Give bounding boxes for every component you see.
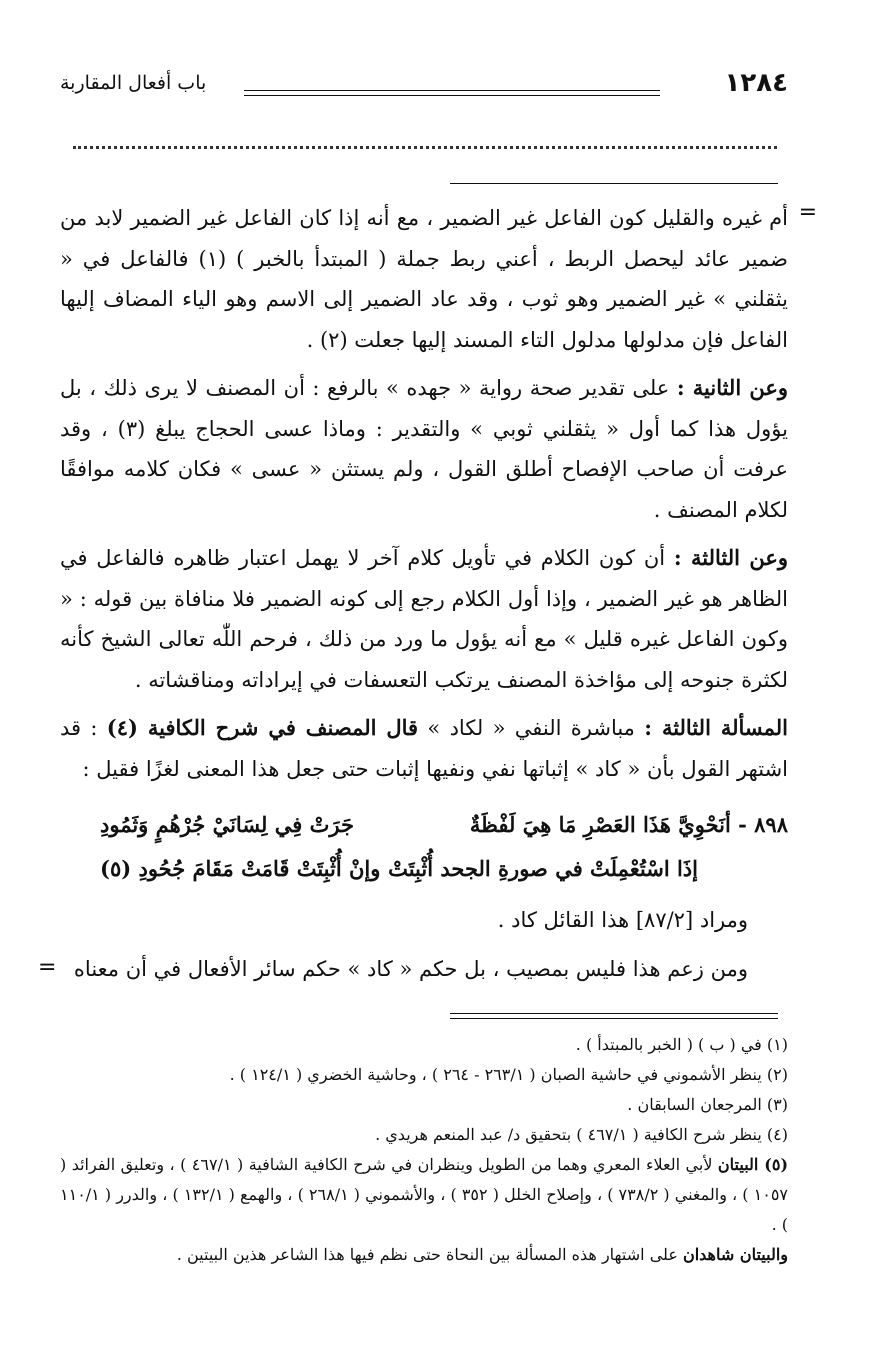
verse-hemistich-2: جَرَتْ فِي لِسَانَيْ جُرْهُمٍ وَثَمُودِ bbox=[100, 812, 354, 837]
footnote-1: (١) في ( ب ) ( الخبر بالمبتدأ ) . bbox=[575, 1035, 788, 1054]
paragraph-5: ومراد [٨٧/٢] هذا القائل كاد . bbox=[497, 908, 748, 932]
footnote-4: (٤) ينظر شرح الكافية ( ٤٦٧/١ ) بتحقيق د/ عبد المنعم هريدي . bbox=[375, 1125, 788, 1144]
paragraph-4-mid: مباشرة النفي « لكاد » bbox=[418, 716, 645, 740]
paragraph-4-bold: قال المصنف في شرح الكافية (٤) bbox=[106, 715, 419, 740]
header-rule bbox=[244, 90, 660, 96]
paragraph-4-text: : قد اشتهر القول بأن « كاد » إثباتها نفي ونفيها إثبات حتى جعل هذا المعنى لغزًا فقيل : bbox=[60, 716, 788, 781]
footnote-6-lead: والبيتان شاهدان bbox=[682, 1245, 788, 1264]
paragraph-2-lead: وعن الثانية : bbox=[676, 375, 788, 400]
verse-number: ٨٩٨ - bbox=[738, 812, 788, 837]
paragraph-3-text: أن كون الكلام في تأويل كلام آخر لا يهمل اعتبار ظاهره فالفاعل في الظاهر هو غير الضمير ، وإذا أول الكلام رجع إلى كونه الضمير فلا منافاة بين قوله : « وكون الفاعل غيره قليل » مع أنه يؤول ما ورد من ذلك ، فرحم اللّٰه تعالى الشيخ كأنه لكثرة جنوحه إلى مؤاخذة المصنف يرتكب التعسفات في إيراداته ومناقشاته . bbox=[60, 546, 788, 692]
paragraph-4 bbox=[60, 708, 788, 789]
continuation-mark-start: = bbox=[798, 200, 817, 225]
paragraph-4-lead: المسألة الثالثة : bbox=[644, 715, 789, 740]
paragraph-1: أم غيره والقليل كون الفاعل غير الضمير ، مع أنه إذا كان الفاعل غير الضمير لابد من ضمير عائد ليحصل الربط ، أعني ربط جملة ( المبتدأ بالخبر ) (١) فالفاعل في « يثقلني » غير الضمير وهو ثوب ، وقد عاد الضمير إلى الاسم وهو الياء المضاف إليها الفاعل فإن مدلولها مدلول التاء المسند إليها جعلت (٢) . bbox=[60, 206, 788, 352]
verse-hemistich-1 bbox=[470, 812, 788, 837]
footnote-rule bbox=[450, 1013, 778, 1019]
verse-hemistich-4: وإنْ أُثْبِتَتْ قَامَتْ مَقَامَ جُحُودِ (٥) bbox=[100, 856, 381, 881]
paragraph-6: ومن زعم هذا فليس بمصيب ، بل حكم « كاد » حكم سائر الأفعال في أن معناه bbox=[73, 956, 748, 981]
footnote-5-lead: (٥) البيتان bbox=[717, 1155, 789, 1174]
page-number: ١٢٨٤ bbox=[724, 68, 788, 98]
paragraph-3 bbox=[60, 538, 788, 700]
chapter-title: باب أفعال المقاربة bbox=[60, 72, 207, 94]
footnote-6-text: على اشتهار هذه المسألة بين النحاة حتى نظم فيها هذا الشاعر هذين البيتين . bbox=[176, 1245, 683, 1264]
footnote-6 bbox=[60, 1240, 788, 1270]
footnote-3: (٣) المرجعان السابقان . bbox=[627, 1095, 788, 1114]
verse-hemistich-3: إذَا اسْتُعْمِلَتْ في صورةِ الجحد أُثْبِتَتْ bbox=[388, 856, 698, 881]
continuation-mark-end: = bbox=[38, 955, 57, 980]
main-text bbox=[60, 198, 788, 789]
page-header bbox=[60, 68, 788, 108]
paragraph-2-text: على تقدير صحة رواية « جهده » بالرفع : أن المصنف لا يرى ذلك ، بل يؤول هذا كما أول « يثقلني ثوبي » والتقدير : وماذا عسى الحجاج يبلغ (٣) ، وقد عرفت أن صاحب الإفصاح أطلق القول ، ولم يستثن « عسى » فكان كلامه موافقًا لكلام المصنف . bbox=[60, 376, 788, 522]
paragraph-2 bbox=[60, 368, 788, 530]
main-text-2 bbox=[60, 900, 788, 989]
paragraph-3-lead: وعن الثالثة : bbox=[673, 545, 788, 570]
verse-line-1-first: أنَحْوِيَّ هَذَا العَصْرِ مَا هِيَ لَفْظَةٌ bbox=[469, 812, 731, 837]
dotted-separator bbox=[73, 146, 777, 149]
footnote-5 bbox=[60, 1150, 788, 1240]
footnote-5-text: لأبي العلاء المعري وهما من الطويل وينظران في شرح الكافية الشافية ( ٤٦٧/١ ) ، وتعليق الفرائد ( ١٠٥٧ ) ، والمغني ( ٧٣٨/٢ ) ، وإصلاح الخلل ( ٣٥٢ ) ، والأشموني ( ٢٦٨/١ ) ، والهمع ( ١٣٢/١ ) ، والدرر ( ١١٠/١ ) . bbox=[60, 1155, 789, 1234]
footnote-2: (٢) ينظر الأشموني في حاشية الصبان ( ٢٦٣/١ - ٢٦٤ ) ، وحاشية الخضري ( ١٢٤/١ ) . bbox=[229, 1065, 788, 1084]
continuation-rule bbox=[450, 183, 778, 184]
footnotes bbox=[60, 1030, 788, 1270]
